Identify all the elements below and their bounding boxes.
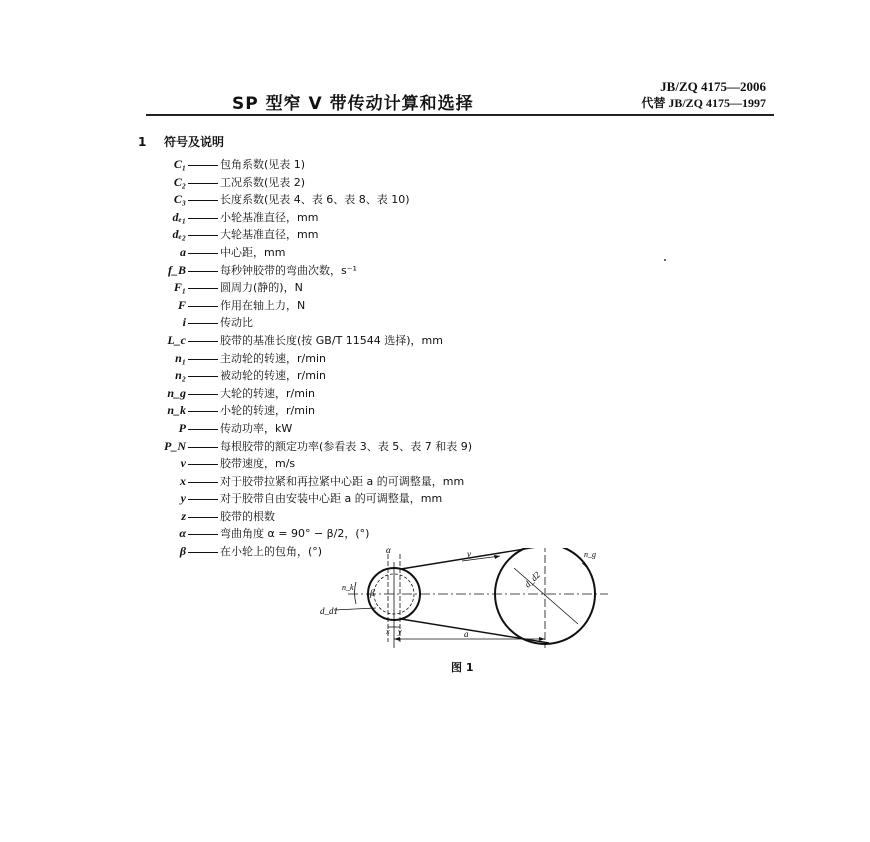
dd2-label: d_d2	[522, 569, 543, 590]
dd1-label: d_d1	[320, 606, 338, 616]
symbol-description: 每秒钟胶带的弯曲次数，s⁻¹	[220, 263, 357, 277]
symbol: dₑ₁	[172, 209, 186, 224]
symbol-description: 弯曲角度 α = 90° − β/2，(°)	[220, 527, 370, 541]
symbol: a	[180, 244, 186, 259]
em-dash	[188, 517, 218, 518]
belt-lower	[401, 619, 549, 643]
symbol: n₂	[175, 368, 186, 383]
symbol-description: 长度系数(见表 4、表 6、表 8、表 10)	[220, 193, 410, 207]
symbol-description: 大轮基准直径，mm	[220, 228, 319, 242]
em-dash	[188, 376, 218, 377]
em-dash	[188, 306, 218, 307]
symbol: F	[177, 297, 186, 312]
em-dash	[188, 394, 218, 395]
symbol-description: 对于胶带拉紧和再拉紧中心距 a 的可调整量，mm	[220, 474, 465, 488]
em-dash	[188, 552, 218, 553]
symbol-description: 对于胶带自由安装中心距 a 的可调整量，mm	[220, 492, 443, 506]
em-dash	[188, 200, 218, 201]
em-dash	[188, 235, 218, 236]
symbol: f_B	[168, 262, 186, 277]
em-dash	[188, 447, 218, 448]
symbol: α	[179, 526, 186, 541]
symbol: C₁	[173, 157, 186, 171]
symbol-description: 圆周力(静的)，N	[220, 281, 303, 295]
symbol-description: 大轮的转速，r/min	[220, 386, 315, 400]
alpha-label: α	[386, 548, 391, 555]
symbol: P_N	[164, 438, 186, 453]
em-dash	[188, 288, 218, 289]
symbol-description: 在小轮上的包角，(°)	[220, 545, 323, 559]
symbol-description: 胶带的根数	[220, 509, 275, 523]
symbol: n₁	[175, 350, 186, 365]
symbol-description: 中心距，mm	[220, 245, 286, 259]
symbol: L_c	[167, 332, 186, 347]
symbol-description: 主动轮的转速，r/min	[220, 351, 326, 365]
figure-caption: 图 1	[451, 661, 474, 674]
symbol: C₂	[173, 174, 186, 189]
em-dash	[188, 183, 218, 184]
em-dash	[188, 482, 218, 483]
symbol: P	[178, 420, 186, 435]
replaces-code: 代替 JB/ZQ 4175—1997	[641, 96, 766, 110]
em-dash	[188, 534, 218, 535]
section-title: 符号及说明	[164, 135, 225, 149]
standard-code-block	[641, 78, 766, 112]
beta-label: β	[370, 588, 375, 598]
section-number: 1	[138, 135, 147, 149]
em-dash	[188, 218, 218, 219]
symbol: n_g	[167, 385, 186, 400]
symbol: v	[180, 456, 186, 471]
symbol-description: 胶带速度，m/s	[220, 457, 296, 471]
a-label: a	[464, 629, 469, 639]
em-dash	[188, 429, 218, 430]
ng-label: n_g	[584, 550, 596, 559]
symbol-description: 工况系数(见表 2)	[220, 175, 306, 189]
x-label: x	[386, 627, 390, 636]
symbol: y	[180, 491, 186, 506]
symbol: n_k	[167, 403, 186, 418]
dd1-leader	[334, 608, 376, 610]
symbol-description: 每根胶带的额定功率(参看表 3、表 5、表 7 和表 9)	[220, 439, 473, 453]
nk-arrow	[355, 582, 357, 604]
symbol-description: 传动功率，kW	[220, 421, 293, 435]
belt-drive-diagram	[304, 548, 614, 656]
em-dash	[188, 411, 218, 412]
em-dash	[188, 359, 218, 360]
v-label: v	[467, 549, 471, 559]
nk-label: n_k	[342, 583, 354, 592]
symbol-description: 被动轮的转速，r/min	[220, 369, 326, 383]
document-title: SP 型窄 V 带传动计算和选择	[232, 94, 474, 114]
speck	[664, 259, 666, 261]
em-dash	[188, 499, 218, 500]
standard-code: JB/ZQ 4175—2006	[660, 79, 766, 94]
section-heading	[138, 133, 224, 150]
em-dash	[188, 253, 218, 254]
em-dash	[188, 341, 218, 342]
symbol: x	[180, 473, 186, 488]
em-dash	[188, 323, 218, 324]
symbol-description: 作用在轴上力，N	[220, 298, 306, 312]
em-dash	[188, 464, 218, 465]
symbol: i	[182, 315, 186, 330]
symbol-description: 胶带的基准长度(按 GB/T 11544 选择)，mm	[220, 333, 443, 347]
y-label: y	[398, 627, 402, 636]
symbol-description: 小轮的转速，r/min	[220, 404, 315, 418]
belt-upper	[401, 548, 549, 569]
symbol: z	[181, 508, 186, 523]
em-dash	[188, 271, 218, 272]
em-dash	[188, 165, 218, 166]
symbol: dₑ₂	[172, 227, 186, 242]
symbol: F₁	[173, 280, 186, 295]
symbol: β	[179, 544, 186, 559]
symbol: C₃	[173, 192, 186, 207]
header-rule	[146, 114, 774, 116]
symbol-description: 包角系数(见表 1)	[220, 158, 306, 171]
symbol-description: 传动比	[220, 316, 253, 330]
dd2-dimension	[514, 568, 578, 624]
symbol-description: 小轮基准直径，mm	[220, 210, 319, 224]
